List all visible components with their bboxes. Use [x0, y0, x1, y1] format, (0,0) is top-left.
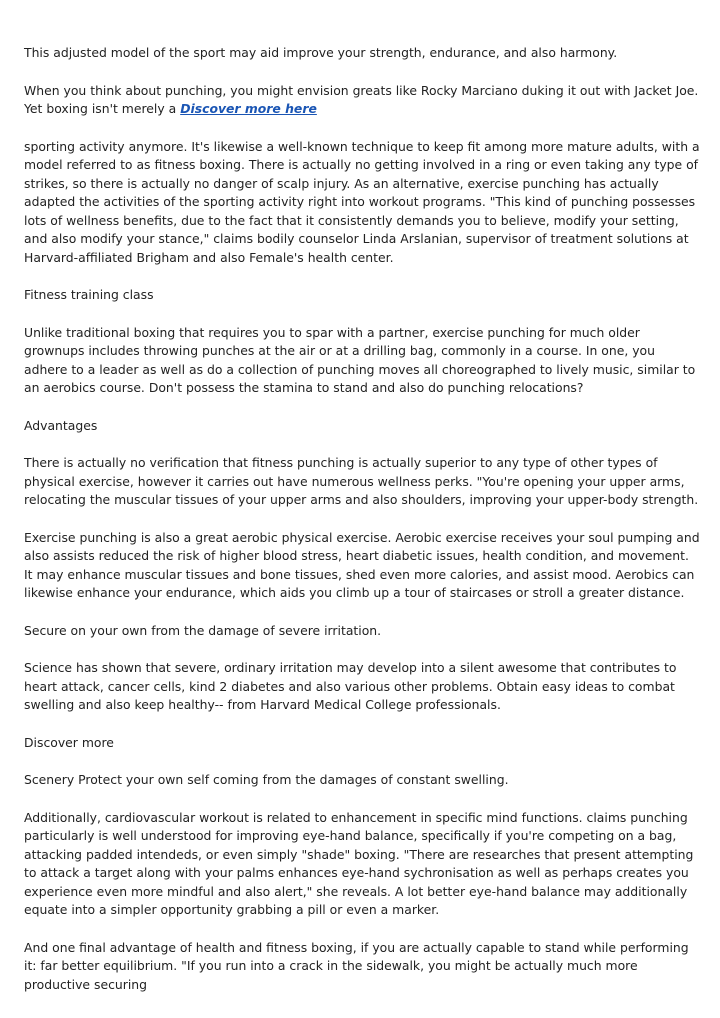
paragraph-verification: There is actually no verification that fitness punching is actually superior to any type of other types of physical exercise, however it carries out have numerous wellness perks. "You're opening your upper arms, relocating the muscular tissues of your upper arms and also shoulders, improving your upper-body strength. [24, 455, 699, 507]
paragraph-cardiovascular: Additionally, cardiovascular workout is related to enhancement in specific mind functions. claims punching particularly is well understood for improving eye-hand balance, specifically if you're competing on a bag, attacking padded intendeds, or even simply "shade" boxing. "There are researches that present attempting to attack a target along with your palms enhances eye-hand sychronisation as well as perhaps creates you experience even more mindful and also alert," she reveals. A lot better eye-hand balance may additionally equate into a simpler opportunity grabbing a pill or even a marker. [24, 809, 694, 917]
paragraph-science: Science has shown that severe, ordinary irritation may develop into a silent awesome that contributes to heart attack, cancer cells, kind 2 diabetes and also various other problems. Obtain easy ideas to combat swelling and also keep healthy-- from Harvard Medical College professionals. [24, 660, 677, 712]
paragraph-fitness-boxing: sporting activity anymore. It's likewise a well-known technique to keep fit among more mature adults, with a model referred to as fitness boxing. There is actually no getting involved in a ring or even taking any type of strikes, so there is actually no danger of scalp injury. As an alternative, exercise punching has actually adapted the activities of the sporting activity right into workout programs. "This kind of punching possesses lots of wellness benefits, due to the fact that it consistently demands you to believe, modify your setting, and also modify your stance," claims bodily counselor Linda Arslanian, supervisor of treatment solutions at Harvard-affiliated Brigham and also Female's health center. [24, 138, 700, 265]
section-heading-discover-more: Discover more [24, 734, 114, 750]
paragraph-traditional-boxing: Unlike traditional boxing that requires you to spar with a partner, exercise punching for much older grownups includes throwing punches at the air or at a drilling bag, commonly in a course. In one, you adhere to a leader as well as do a collection of punching moves all choreographed to lively music, similar to an aerobics course. Don't possess the stamina to stand and also do punching relocations? [24, 324, 696, 395]
paragraph-intro: This adjusted model of the sport may aid improve your strength, endurance, and also harmony. [24, 45, 618, 60]
paragraph-aerobic-exercise: Exercise punching is also a great aerobic physical exercise. Aerobic exercise receives your soul pumping and also assists reduced the risk of higher blood stress, heart diabetic issues, health condition, and movement. It may enhance muscular tissues and bone tissues, shed even more calories, and assist mood. Aerobics can likewise enhance your endurance, which aids you climb up a tour of staircases or stroll a greater distance. [24, 529, 700, 600]
section-heading-advantages: Advantages [24, 417, 98, 433]
discover-more-here-link[interactable]: Discover more here [180, 101, 317, 116]
paragraph-scenery: Scenery Protect your own self coming from the damages of constant swelling. [24, 772, 509, 787]
section-heading-fitness-class: Fitness training class [24, 287, 154, 302]
paragraph-equilibrium: And one final advantage of health and fitness boxing, if you are actually capable to stand while performing it: far better equilibrium. "If you run into a crack in the sidewalk, you might be actually much more productive securing [24, 939, 689, 992]
article-body [24, 44, 700, 994]
section-heading-irritation: Secure on your own from the damage of severe irritation. [24, 622, 382, 638]
paragraph-punching-greats [24, 82, 700, 119]
paragraph-text: When you think about punching, you might envision greats like Rocky Marciano duking it out with Jacket Joe. Yet boxing isn't merely a [24, 82, 699, 116]
